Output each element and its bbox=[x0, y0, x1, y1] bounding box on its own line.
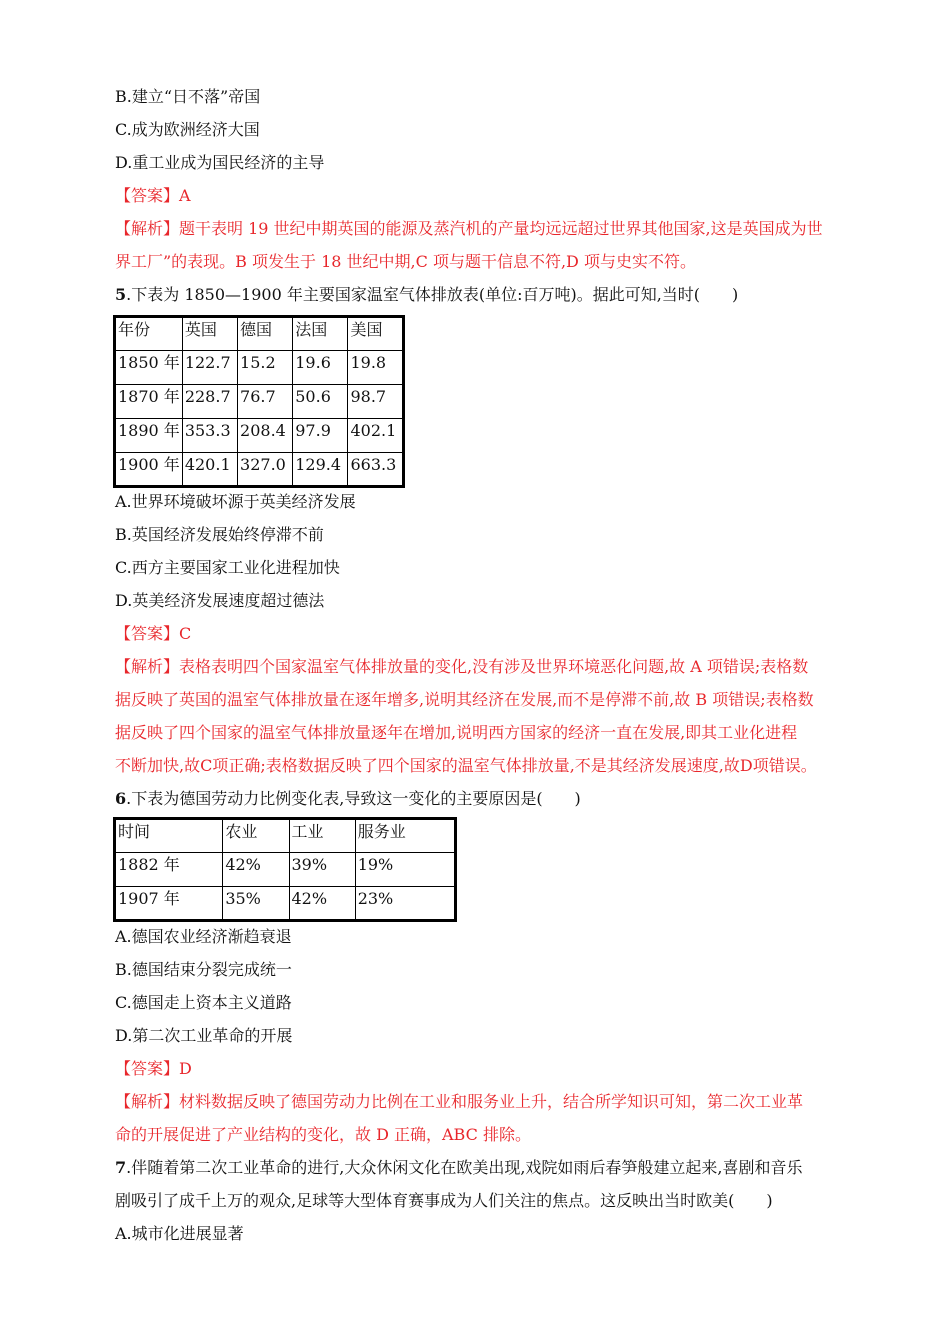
table-cell: 1907 年 bbox=[115, 887, 223, 921]
table-header-row bbox=[115, 317, 404, 351]
table-header-cell: 时间 bbox=[115, 819, 223, 853]
q7-option-a: A.城市化进展显著 bbox=[115, 1224, 244, 1243]
q6-option-b: B.德国结束分裂完成统一 bbox=[115, 960, 292, 979]
table-cell: 1890 年 bbox=[115, 419, 183, 453]
table-row bbox=[115, 853, 456, 887]
table-cell: 35% bbox=[223, 887, 289, 921]
table-header-cell: 工业 bbox=[289, 819, 355, 853]
q6-answer: 【答案】D bbox=[115, 1059, 192, 1078]
table-cell: 19.6 bbox=[293, 351, 348, 385]
table-header-row bbox=[115, 819, 456, 853]
q5-number: 5 bbox=[115, 285, 127, 304]
table-header-cell: 年份 bbox=[115, 317, 183, 351]
table-cell: 228.7 bbox=[182, 385, 237, 419]
labor-ratio-table bbox=[113, 817, 457, 922]
q5-explanation-line-1: 【解析】表格表明四个国家温室气体排放量的变化,没有涉及世界环境恶化问题,故 A 项错误;表格数 bbox=[115, 657, 809, 676]
table-row bbox=[115, 351, 404, 385]
table-row bbox=[115, 385, 404, 419]
table-cell: 1900 年 bbox=[115, 453, 183, 487]
q6-explanation-line-2: 命的开展促进了产业结构的变化，故 D 正确，ABC 排除。 bbox=[115, 1125, 531, 1144]
table-cell: 42% bbox=[289, 887, 355, 921]
table-header-cell: 农业 bbox=[223, 819, 289, 853]
q5-option-c: C.西方主要国家工业化进程加快 bbox=[115, 558, 340, 577]
q5-option-b: B.英国经济发展始终停滞不前 bbox=[115, 525, 324, 544]
table-cell: 122.7 bbox=[182, 351, 237, 385]
table-cell: 402.1 bbox=[348, 419, 404, 453]
q5-explanation-line-4: 不断加快,故C项正确;表格数据反映了四个国家的温室气体排放量,不是其经济发展速度,故D项错误。 bbox=[115, 756, 817, 775]
q4-answer: 【答案】A bbox=[115, 186, 191, 205]
table-cell: 76.7 bbox=[238, 385, 293, 419]
q4-option-c: C.成为欧洲经济大国 bbox=[115, 120, 260, 139]
q6-number: 6 bbox=[115, 789, 127, 808]
q5-explanation-line-3: 据反映了四个国家的温室气体排放量逐年在增加,说明西方国家的经济一直在发展,即其工业化进程 bbox=[115, 723, 798, 742]
table-cell: 663.3 bbox=[348, 453, 404, 487]
table-row bbox=[115, 419, 404, 453]
q6-explanation-line-1: 【解析】材料数据反映了德国劳动力比例在工业和服务业上升，结合所学知识可知，第二次工业革 bbox=[115, 1092, 804, 1111]
table-cell: 15.2 bbox=[238, 351, 293, 385]
q6-option-d: D.第二次工业革命的开展 bbox=[115, 1026, 293, 1045]
q5-option-a: A.世界环境破坏源于英美经济发展 bbox=[115, 492, 356, 511]
q5-explanation-line-2: 据反映了英国的温室气体排放量在逐年增多,说明其经济在发展,而不是停滞不前,故 B 项错误;表格数 bbox=[115, 690, 814, 709]
table-cell: 353.3 bbox=[182, 419, 237, 453]
table-cell: 19% bbox=[355, 853, 455, 887]
table-cell: 1882 年 bbox=[115, 853, 223, 887]
q5-answer: 【答案】C bbox=[115, 624, 192, 643]
table-cell: 1870 年 bbox=[115, 385, 183, 419]
q7-stem-line-2: 剧吸引了成千上万的观众,足球等大型体育赛事成为人们关注的焦点。这反映出当时欧美( ) bbox=[115, 1191, 773, 1210]
q4-explanation-line-1: 【解析】题干表明 19 世纪中期英国的能源及蒸汽机的产量均远远超过世界其他国家,这是英国成为世 bbox=[115, 219, 823, 238]
q5-stem-text: .下表为 1850—1900 年主要国家温室气体排放表(单位:百万吨)。据此可知,当时( ) bbox=[126, 285, 739, 304]
q5-stem bbox=[115, 285, 738, 305]
table-header-cell: 服务业 bbox=[355, 819, 455, 853]
table-cell: 50.6 bbox=[293, 385, 348, 419]
q6-stem-text: .下表为德国劳动力比例变化表,导致这一变化的主要原因是( ) bbox=[126, 789, 581, 808]
table-cell: 97.9 bbox=[293, 419, 348, 453]
table-cell: 98.7 bbox=[348, 385, 404, 419]
table-cell: 23% bbox=[355, 887, 455, 921]
q7-stem-line-1 bbox=[115, 1158, 803, 1178]
table-header-cell: 英国 bbox=[182, 317, 237, 351]
emissions-table bbox=[113, 315, 405, 488]
table-cell: 420.1 bbox=[182, 453, 237, 487]
q6-stem bbox=[115, 789, 581, 809]
table-header-cell: 法国 bbox=[293, 317, 348, 351]
table-header-cell: 美国 bbox=[348, 317, 404, 351]
table-cell: 327.0 bbox=[238, 453, 293, 487]
table-row bbox=[115, 887, 456, 921]
table-cell: 39% bbox=[289, 853, 355, 887]
q7-stem-text: .伴随着第二次工业革命的进行,大众休闲文化在欧美出现,戏院如雨后春笋般建立起来,喜剧和音乐 bbox=[126, 1158, 803, 1177]
q6-option-a: A.德国农业经济渐趋衰退 bbox=[115, 927, 292, 946]
table-cell: 42% bbox=[223, 853, 289, 887]
table-cell: 208.4 bbox=[238, 419, 293, 453]
table-cell: 129.4 bbox=[293, 453, 348, 487]
table-cell: 1850 年 bbox=[115, 351, 183, 385]
table-row bbox=[115, 453, 404, 487]
table-cell: 19.8 bbox=[348, 351, 404, 385]
table-header-cell: 德国 bbox=[238, 317, 293, 351]
q4-explanation-line-2: 界工厂”的表现。B 项发生于 18 世纪中期,C 项与题干信息不符,D 项与史实不符。 bbox=[115, 252, 696, 271]
q4-option-b: B.建立“日不落”帝国 bbox=[115, 87, 261, 106]
q4-option-d: D.重工业成为国民经济的主导 bbox=[115, 153, 325, 172]
q7-number: 7 bbox=[115, 1158, 127, 1177]
q6-option-c: C.德国走上资本主义道路 bbox=[115, 993, 292, 1012]
q5-option-d: D.英美经济发展速度超过德法 bbox=[115, 591, 325, 610]
